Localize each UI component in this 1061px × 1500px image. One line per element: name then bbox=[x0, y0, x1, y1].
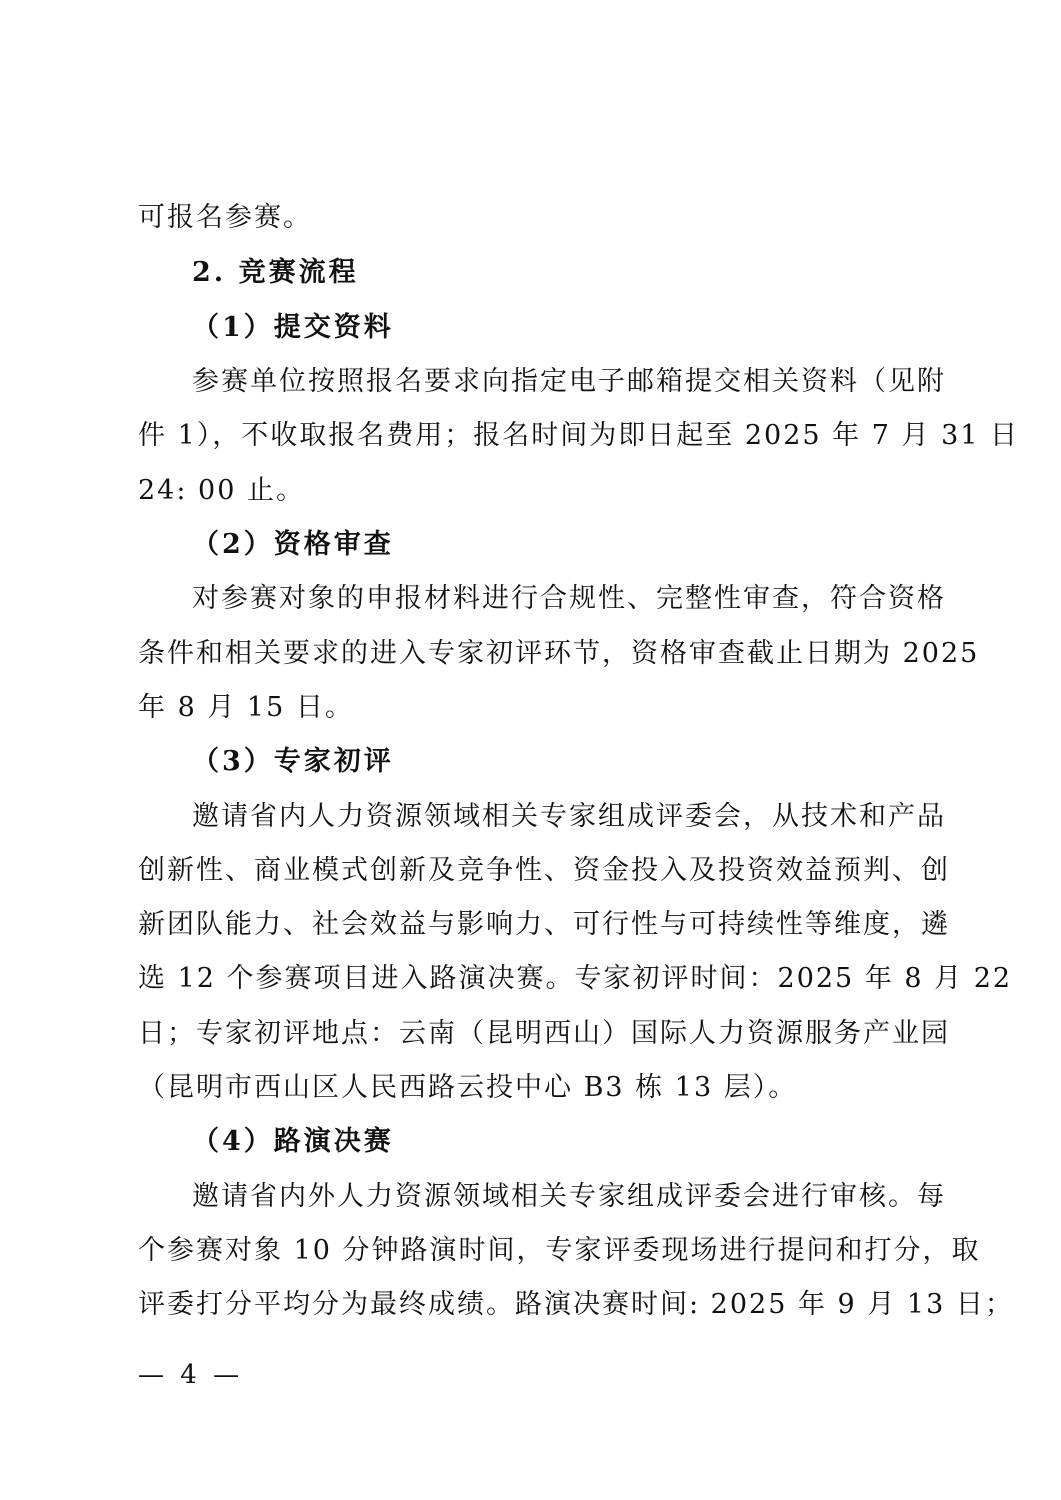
subheading-roadshow-final: （4）路演决赛 bbox=[192, 1126, 394, 1157]
text-line-20: 个参赛对象 10 分钟路演时间，专家评委现场进行提问和打分，取 bbox=[138, 1235, 981, 1266]
text-line-19: 邀请省内外人力资源领域相关专家组成评委会进行审核。每 bbox=[192, 1181, 946, 1212]
text-line-17: （昆明市西山区人民西路云投中心 B3 栋 13 层）。 bbox=[138, 1072, 798, 1103]
page-number: — 4 — bbox=[138, 1360, 244, 1390]
text-line-8: 对参赛对象的申报材料进行合规性、完整性审查，符合资格 bbox=[192, 583, 946, 614]
subheading-qualification-review: （2）资格审查 bbox=[192, 529, 394, 560]
text-line-16: 日；专家初评地点：云南（昆明西山）国际人力资源服务产业园 bbox=[138, 1018, 950, 1049]
text-line-14: 新团队能力、社会效益与影响力、可行性与可持续性等维度，遴 bbox=[138, 909, 950, 940]
text-line-4: 参赛单位按照报名要求向指定电子邮箱提交相关资料（见附 bbox=[192, 366, 946, 397]
text-line-13: 创新性、商业模式创新及竞争性、资金投入及投资效益预判、创 bbox=[138, 855, 950, 886]
text-line-15: 选 12 个参赛项目进入路演决赛。专家初评时间：2025 年 8 月 22 bbox=[138, 963, 1013, 994]
text-line-10: 年 8 月 15 日。 bbox=[138, 692, 354, 723]
text-line-5: 件 1），不收取报名费用；报名时间为即日起至 2025 年 7 月 31 日 bbox=[138, 420, 1020, 451]
subheading-submit-materials: （1）提交资料 bbox=[192, 312, 394, 343]
text-line-9: 条件和相关要求的进入专家初评环节，资格审查截止日期为 2025 bbox=[138, 638, 980, 669]
text-line-6: 24: 00 止。 bbox=[138, 475, 305, 506]
text-line-1: 可报名参赛。 bbox=[138, 202, 312, 233]
text-line-21: 评委打分平均分为最终成绩。路演决赛时间: 2025 年 9 月 13 日； bbox=[138, 1289, 1014, 1320]
subheading-expert-preliminary-review: （3）专家初评 bbox=[192, 746, 394, 777]
section-heading-competition-process: 2. 竞赛流程 bbox=[192, 257, 359, 288]
text-line-12: 邀请省内人力资源领域相关专家组成评委会，从技术和产品 bbox=[192, 801, 946, 832]
